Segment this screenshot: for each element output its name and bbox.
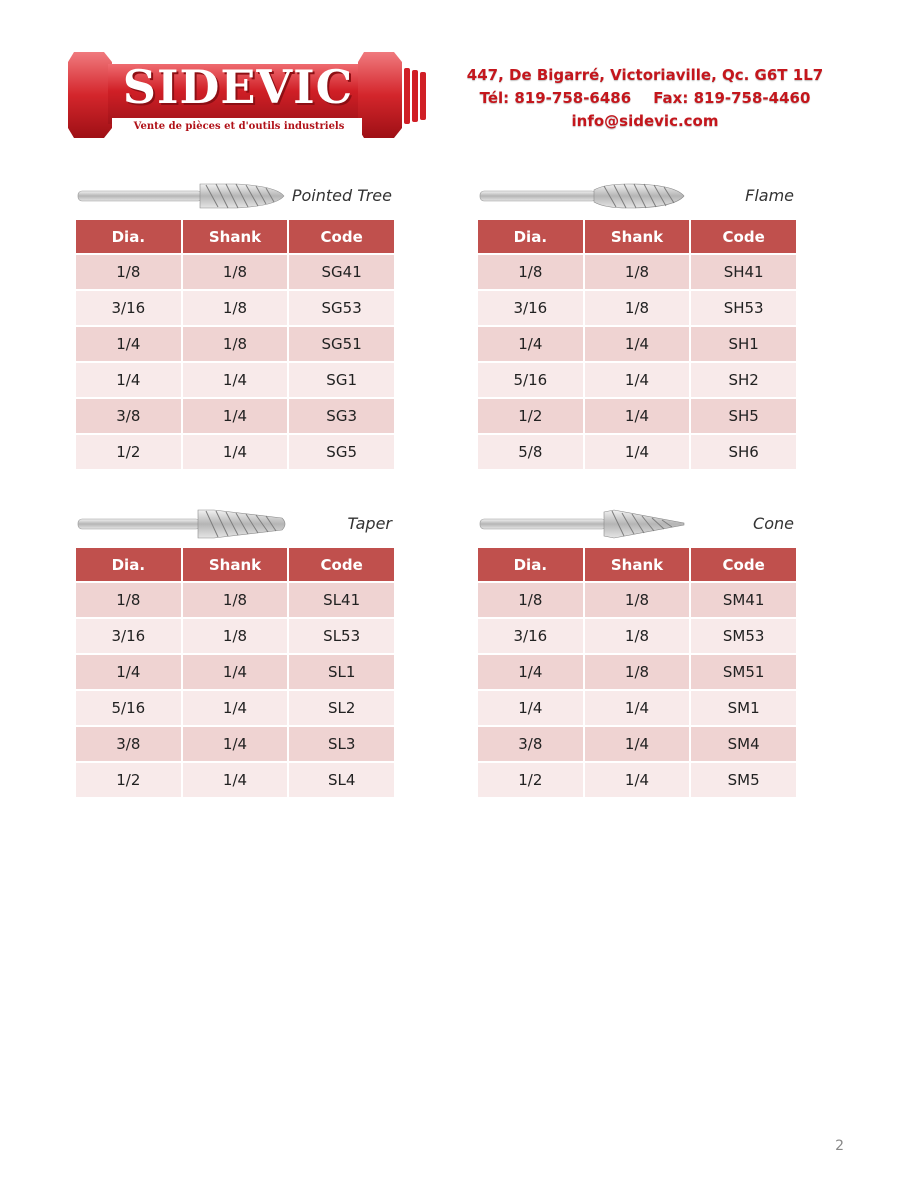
table-row (76, 619, 394, 653)
cell: SG53 (289, 291, 394, 325)
spec-table (476, 546, 798, 799)
cell: 1/4 (585, 363, 690, 397)
table-row (478, 655, 796, 689)
cell: 1/4 (478, 655, 583, 689)
column-header: Code (289, 548, 394, 581)
cell: 1/4 (585, 327, 690, 361)
column-header: Dia. (478, 548, 583, 581)
cell: SG51 (289, 327, 394, 361)
table-row (478, 291, 796, 325)
table-row (76, 327, 394, 361)
cell: 1/2 (76, 435, 181, 469)
cell: 1/4 (183, 363, 288, 397)
column-header: Code (289, 220, 394, 253)
product-block-flame (478, 174, 796, 471)
table-row (478, 327, 796, 361)
cell: SL41 (289, 583, 394, 617)
column-header: Code (691, 220, 796, 253)
cell: SH41 (691, 255, 796, 289)
product-name: Taper (347, 514, 392, 533)
cell: 5/16 (478, 363, 583, 397)
table-row (478, 255, 796, 289)
table-row (478, 399, 796, 433)
cell: SH2 (691, 363, 796, 397)
table-row (478, 363, 796, 397)
cell: 3/16 (76, 619, 181, 653)
cell: 1/4 (478, 327, 583, 361)
cell: 1/8 (585, 255, 690, 289)
cell: 1/4 (183, 399, 288, 433)
spec-table (74, 546, 396, 799)
cell: SG5 (289, 435, 394, 469)
product-name: Cone (753, 514, 794, 533)
fax: Fax: 819-758-4460 (653, 89, 811, 107)
cell: 1/2 (76, 763, 181, 797)
table-row (478, 727, 796, 761)
cell: 1/2 (478, 399, 583, 433)
cell: 1/4 (76, 363, 181, 397)
cell: SM51 (691, 655, 796, 689)
cell: SG41 (289, 255, 394, 289)
cell: 3/8 (76, 399, 181, 433)
product-block-cone (478, 502, 796, 799)
cell: 1/8 (585, 619, 690, 653)
cell: SG1 (289, 363, 394, 397)
table-row (76, 655, 394, 689)
cell: 1/4 (478, 691, 583, 725)
page-number: 2 (835, 1138, 844, 1154)
column-header: Shank (585, 548, 690, 581)
cell: 1/2 (478, 763, 583, 797)
column-header: Dia. (478, 220, 583, 253)
table-row (76, 583, 394, 617)
cell: SM1 (691, 691, 796, 725)
column-header: Shank (183, 548, 288, 581)
table-row (76, 727, 394, 761)
cell: 1/4 (585, 691, 690, 725)
cell: SM4 (691, 727, 796, 761)
table-row (76, 763, 394, 797)
contact-info (440, 64, 850, 133)
cell: SL2 (289, 691, 394, 725)
cell: SH53 (691, 291, 796, 325)
cell: 1/8 (183, 291, 288, 325)
table-row (478, 763, 796, 797)
logo-wordmark: SIDEVIC (122, 60, 354, 114)
cell: 1/8 (478, 255, 583, 289)
cell: 1/8 (478, 583, 583, 617)
address: 447, De Bigarré, Victoriaville, Qc. G6T 1L7 (466, 66, 824, 84)
cell: 1/8 (585, 291, 690, 325)
table-row (478, 583, 796, 617)
cell: 1/8 (183, 255, 288, 289)
table-row (478, 691, 796, 725)
cell: 1/4 (183, 655, 288, 689)
product-name: Flame (745, 186, 794, 205)
column-header: Shank (585, 220, 690, 253)
cell: SL53 (289, 619, 394, 653)
cell: 1/8 (585, 655, 690, 689)
cell: 1/8 (183, 583, 288, 617)
cell: SH6 (691, 435, 796, 469)
table-row (76, 435, 394, 469)
cell: 3/8 (76, 727, 181, 761)
cell: 1/4 (183, 727, 288, 761)
product-block-taper (76, 502, 394, 799)
cell: 5/16 (76, 691, 181, 725)
phone: Tél: 819-758-6486 (479, 89, 632, 107)
cell: 1/4 (585, 435, 690, 469)
cell: 1/4 (183, 435, 288, 469)
cone-burr-image (478, 506, 693, 542)
cell: 1/4 (585, 727, 690, 761)
logo-tagline: Vente de pièces et d'outils industriels (133, 121, 345, 132)
column-header: Dia. (76, 220, 181, 253)
cell: 1/8 (183, 327, 288, 361)
cell: 3/16 (478, 291, 583, 325)
cell: 3/16 (76, 291, 181, 325)
cell: 1/4 (585, 399, 690, 433)
cell: 5/8 (478, 435, 583, 469)
flame-burr-image (478, 178, 693, 214)
table-row (76, 255, 394, 289)
table-row (478, 619, 796, 653)
pointed-tree-burr-image (76, 178, 291, 214)
column-header: Code (691, 548, 796, 581)
column-header: Shank (183, 220, 288, 253)
cell: SM5 (691, 763, 796, 797)
spec-table (74, 218, 396, 471)
spec-table (476, 218, 798, 471)
email[interactable]: info@sidevic.com (571, 112, 719, 130)
cell: 1/8 (585, 583, 690, 617)
cell: 1/8 (76, 255, 181, 289)
cell: 1/4 (76, 655, 181, 689)
cell: 1/4 (183, 691, 288, 725)
cell: 1/8 (76, 583, 181, 617)
product-block-pointed-tree (76, 174, 394, 471)
cell: 1/4 (76, 327, 181, 361)
cell: 1/4 (585, 763, 690, 797)
cell: SL4 (289, 763, 394, 797)
cell: 3/16 (478, 619, 583, 653)
product-name: Pointed Tree (291, 186, 392, 205)
cell: 3/8 (478, 727, 583, 761)
table-row (76, 691, 394, 725)
table-row (76, 291, 394, 325)
column-header: Dia. (76, 548, 181, 581)
cell: SM53 (691, 619, 796, 653)
cell: 1/8 (183, 619, 288, 653)
cell: SL3 (289, 727, 394, 761)
cell: 1/4 (183, 763, 288, 797)
table-row (76, 399, 394, 433)
cell: SG3 (289, 399, 394, 433)
taper-burr-image (76, 506, 291, 542)
table-row (478, 435, 796, 469)
cell: SH5 (691, 399, 796, 433)
cell: SM41 (691, 583, 796, 617)
cell: SL1 (289, 655, 394, 689)
cell: SH1 (691, 327, 796, 361)
table-row (76, 363, 394, 397)
